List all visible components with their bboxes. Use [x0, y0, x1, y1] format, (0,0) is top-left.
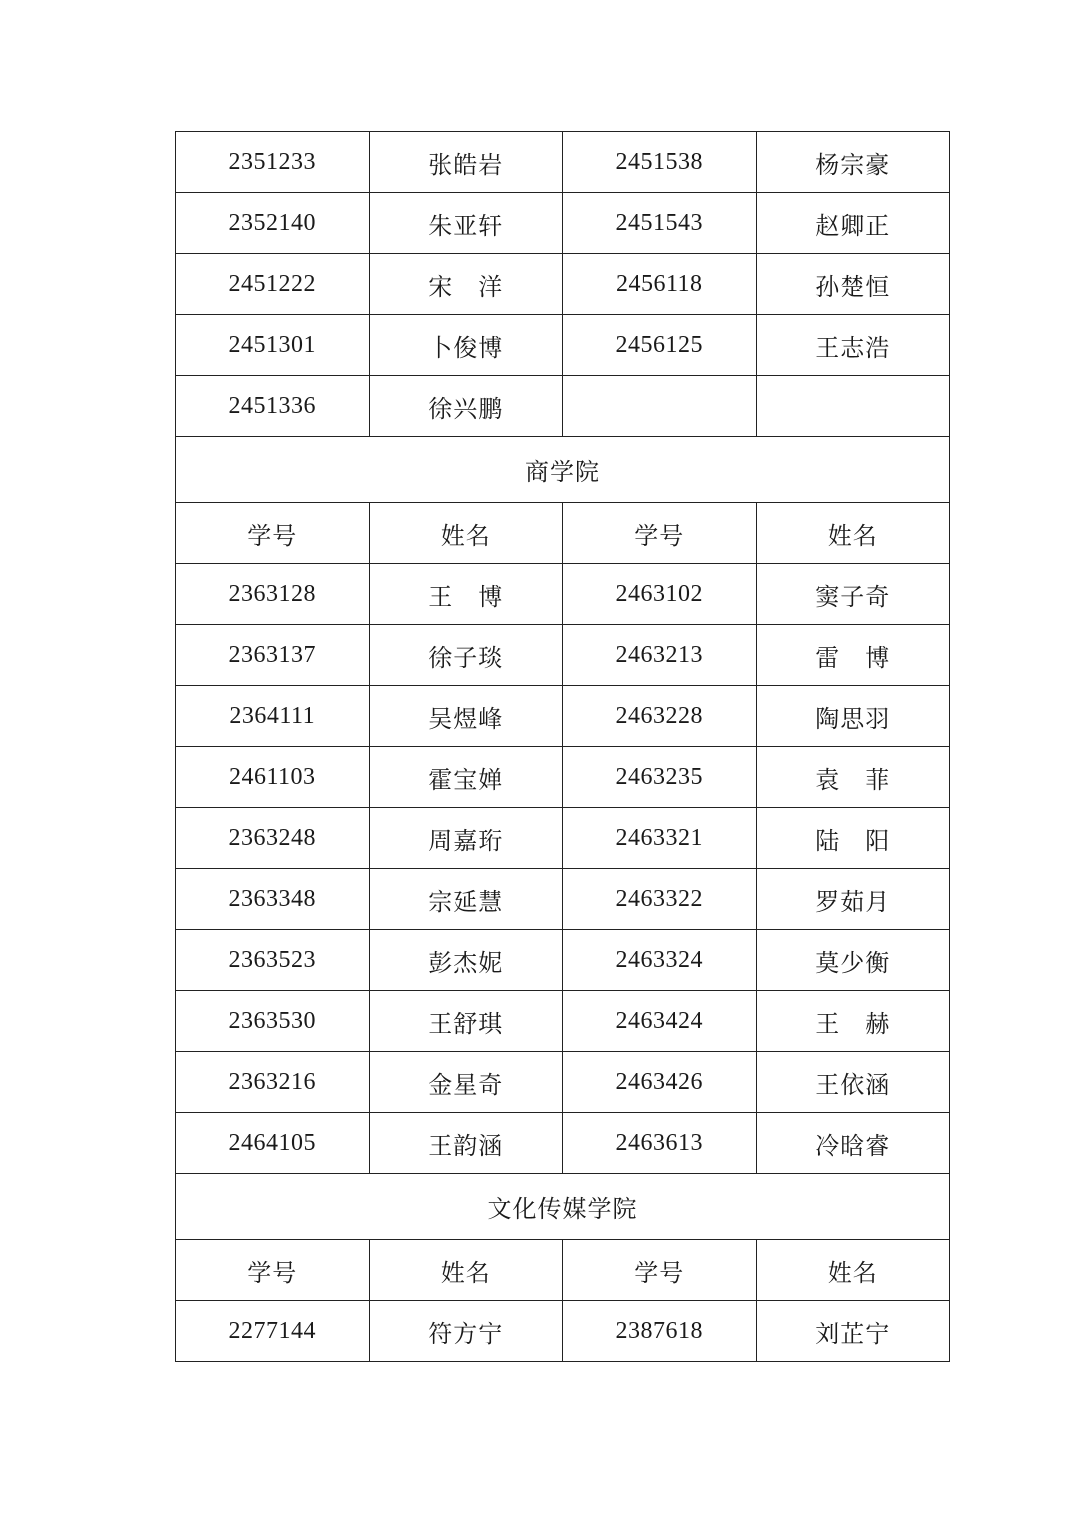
student-name-cell: 朱亚轩	[369, 193, 563, 254]
student-name-cell: 王韵涵	[369, 1113, 563, 1174]
student-name-cell: 冷晗睿	[756, 1113, 950, 1174]
student-name-cell: 徐子琰	[369, 625, 563, 686]
student-id-cell: 2451336	[176, 376, 370, 437]
section-title: 商学院	[176, 437, 950, 503]
table-row	[176, 625, 950, 686]
student-name-cell: 周嘉珩	[369, 808, 563, 869]
student-id-cell: 2463102	[563, 564, 757, 625]
student-name-cell: 金星奇	[369, 1052, 563, 1113]
student-name-cell: 王舒琪	[369, 991, 563, 1052]
student-id-cell: 2363128	[176, 564, 370, 625]
column-header: 姓名	[756, 1240, 950, 1301]
student-name-cell: 宋 洋	[369, 254, 563, 315]
student-name-cell: 徐兴鹏	[369, 376, 563, 437]
student-name-cell: 杨宗豪	[756, 132, 950, 193]
student-id-cell: 2464105	[176, 1113, 370, 1174]
table-row	[176, 132, 950, 193]
student-id-cell: 2451301	[176, 315, 370, 376]
student-id-cell: 2363530	[176, 991, 370, 1052]
student-id-cell: 2463235	[563, 747, 757, 808]
student-name-cell: 窦子奇	[756, 564, 950, 625]
student-name-cell: 袁 菲	[756, 747, 950, 808]
student-id-cell: 2277144	[176, 1301, 370, 1362]
student-name-cell: 宗延慧	[369, 869, 563, 930]
column-header: 学号	[176, 503, 370, 564]
table-row	[176, 991, 950, 1052]
table-row	[176, 376, 950, 437]
student-id-cell: 2387618	[563, 1301, 757, 1362]
student-id-cell: 2463321	[563, 808, 757, 869]
student-id-cell: 2463324	[563, 930, 757, 991]
student-name-cell: 王依涵	[756, 1052, 950, 1113]
table-row	[176, 1113, 950, 1174]
student-name-cell: 彭杰妮	[369, 930, 563, 991]
student-id-cell: 2463213	[563, 625, 757, 686]
student-name-cell: 孙楚恒	[756, 254, 950, 315]
student-name-cell: 卜俊博	[369, 315, 563, 376]
student-name-cell: 张皓岩	[369, 132, 563, 193]
roster-body	[176, 132, 950, 1362]
table-row	[176, 193, 950, 254]
student-name-cell: 王 博	[369, 564, 563, 625]
student-id-cell: 2451222	[176, 254, 370, 315]
student-id-cell: 2463426	[563, 1052, 757, 1113]
column-header: 学号	[176, 1240, 370, 1301]
student-id-cell: 2363137	[176, 625, 370, 686]
column-header: 姓名	[369, 1240, 563, 1301]
column-header: 姓名	[756, 503, 950, 564]
section-title: 文化传媒学院	[176, 1174, 950, 1240]
student-name-cell: 吴煜峰	[369, 686, 563, 747]
section-title-row	[176, 437, 950, 503]
student-id-cell: 2351233	[176, 132, 370, 193]
student-name-cell: 陆 阳	[756, 808, 950, 869]
student-name-cell: 赵卿正	[756, 193, 950, 254]
section-title-row	[176, 1174, 950, 1240]
student-name-cell: 霍宝婵	[369, 747, 563, 808]
student-id-cell: 2463424	[563, 991, 757, 1052]
student-id-cell: 2463322	[563, 869, 757, 930]
student-roster-table	[175, 131, 950, 1362]
student-id-cell: 2352140	[176, 193, 370, 254]
student-name-cell: 王 赫	[756, 991, 950, 1052]
student-id-cell: 2456118	[563, 254, 757, 315]
student-name-cell: 刘芷宁	[756, 1301, 950, 1362]
student-name-cell: 王志浩	[756, 315, 950, 376]
student-name-cell: 罗茹月	[756, 869, 950, 930]
student-id-cell: 2363248	[176, 808, 370, 869]
student-name-cell: 莫少衡	[756, 930, 950, 991]
column-header-row	[176, 503, 950, 564]
student-id-cell: 2463228	[563, 686, 757, 747]
table-row	[176, 869, 950, 930]
student-id-cell: 2451538	[563, 132, 757, 193]
table-row	[176, 1301, 950, 1362]
column-header-row	[176, 1240, 950, 1301]
student-id-cell: 2463613	[563, 1113, 757, 1174]
table-row	[176, 930, 950, 991]
student-id-cell	[563, 376, 757, 437]
table-row	[176, 254, 950, 315]
student-name-cell: 陶思羽	[756, 686, 950, 747]
student-name-cell: 符方宁	[369, 1301, 563, 1362]
table-row	[176, 686, 950, 747]
student-name-cell	[756, 376, 950, 437]
student-id-cell: 2364111	[176, 686, 370, 747]
table-row	[176, 315, 950, 376]
student-id-cell: 2451543	[563, 193, 757, 254]
student-id-cell: 2461103	[176, 747, 370, 808]
student-id-cell: 2363523	[176, 930, 370, 991]
column-header: 学号	[563, 1240, 757, 1301]
student-name-cell: 雷 博	[756, 625, 950, 686]
student-id-cell: 2363216	[176, 1052, 370, 1113]
table-row	[176, 1052, 950, 1113]
table-row	[176, 564, 950, 625]
table-row	[176, 808, 950, 869]
student-id-cell: 2456125	[563, 315, 757, 376]
column-header: 姓名	[369, 503, 563, 564]
table-row	[176, 747, 950, 808]
column-header: 学号	[563, 503, 757, 564]
student-id-cell: 2363348	[176, 869, 370, 930]
